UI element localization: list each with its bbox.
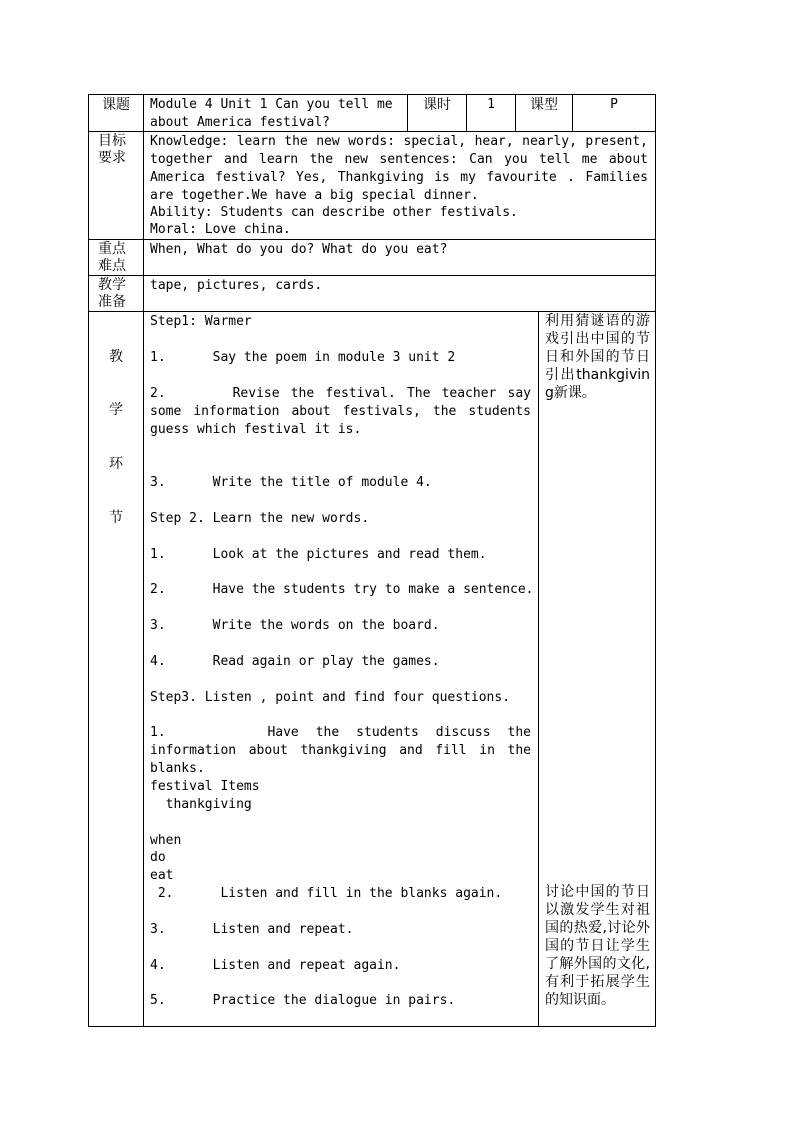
procedure-note: 讨论中国的节日以激发学生对祖国的热爱,讨论外国的节日让学生了解外国的文化,有利于拓展学生的知识面。 (545, 884, 650, 1008)
procedure-item: 2. Have the students try to make a sentence. (150, 582, 534, 597)
procedure-step-heading: Step1: Warmer (150, 314, 252, 329)
procedure-item: 1. Have the students discuss the information about thankgiving and fill in the blanks. (150, 725, 539, 776)
type-value: P (610, 97, 618, 112)
procedure-item: 3. Listen and repeat. (150, 922, 354, 937)
preparation-label: 教学准备 (98, 277, 126, 310)
procedure-item: 3. Write the words on the board. (150, 618, 440, 633)
key-points-label: 重点难点 (98, 241, 126, 274)
procedure-label-char: 教 (109, 349, 123, 365)
type-label: 课型 (530, 97, 558, 113)
procedure-note: 利用猜谜语的游戏引出中国的节日和外国的节日引出thankgiving新课。 (545, 313, 650, 401)
blank-table-column: thankgiving (150, 797, 252, 812)
procedure-step-heading: Step3. Listen , point and find four questions. (150, 690, 511, 705)
procedure-item: 1. Say the poem in module 3 unit 2 (150, 350, 456, 365)
procedure-item: 3. Write the title of module 4. (150, 475, 432, 490)
procedure-item: 5. Practice the dialogue in pairs. (150, 993, 456, 1008)
blank-table-row: eat (150, 868, 174, 883)
period-label: 课时 (423, 97, 451, 113)
topic-value: Module 4 Unit 1 Can you tell me about America festival? (150, 97, 393, 130)
goals-knowledge: Knowledge: learn the new words: special, hear, nearly, present, together and learn the new sentences: Can you tell me about America festival? Yes, Thankgiving is my favourite . Families are together.We have a big special dinner. (150, 134, 648, 203)
procedure-item: 2. Listen and fill in the blanks again. (150, 886, 503, 901)
procedure-label-char: 节 (109, 510, 123, 526)
procedure-item: 1. Look at the pictures and read them. (150, 547, 487, 562)
preparation-value: tape, pictures, cards. (150, 278, 323, 293)
blank-table-header: festival Items (150, 779, 260, 794)
procedure-item: 2. Revise the festival. The teacher say some information about festivals, the students guess which festival it is. (150, 386, 539, 437)
procedure-label-char: 学 (109, 402, 123, 418)
procedure-item: 4. Read again or play the games. (150, 654, 440, 669)
period-value: 1 (487, 97, 495, 112)
key-points-value: When, What do you do? What do you eat? (150, 242, 448, 257)
goals-ability: Ability: Students can describe other festivals. (150, 205, 518, 220)
procedure-step-heading: Step 2. Learn the new words. (150, 511, 370, 526)
goals-label: 目标要求 (98, 133, 126, 166)
topic-label: 课题 (102, 97, 130, 113)
blank-table-row: when (150, 833, 182, 848)
blank-table-row: do (150, 850, 166, 865)
procedure-label-char: 环 (109, 456, 123, 472)
procedure-item: 4. Listen and repeat again. (150, 958, 401, 973)
goals-moral: Moral: Love china. (150, 222, 291, 237)
